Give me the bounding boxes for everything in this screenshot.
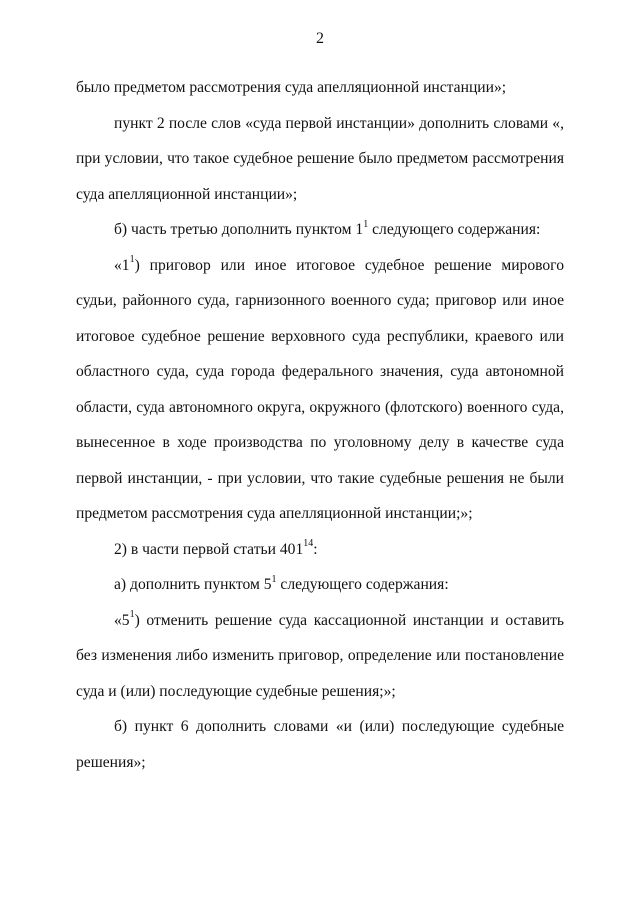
document-body	[76, 70, 564, 780]
paragraph-point-6	[76, 709, 564, 780]
paragraph-text-before: «1	[114, 256, 130, 274]
paragraph-point-5-1	[76, 603, 564, 710]
paragraph-text-after: следующего содержания:	[368, 221, 541, 238]
superscript: 14	[303, 538, 314, 550]
paragraph-text-after: :	[313, 540, 318, 558]
paragraph-article-401-14	[76, 532, 564, 568]
paragraph-text-after: следующего содержания:	[276, 576, 449, 593]
paragraph-continuation	[76, 70, 564, 106]
page-number: 2	[316, 30, 324, 47]
superscript: 1	[363, 218, 369, 230]
superscript: 1	[129, 254, 135, 266]
paragraph-text: б) пункт 6 дополнить словами «и (или) последующие судебные решения»;	[76, 718, 564, 771]
paragraph-point-1-1	[76, 248, 564, 532]
paragraph-text: было предметом рассмотрения суда апелляционной инстанции»;	[76, 79, 507, 96]
paragraph-part-three	[76, 212, 564, 248]
paragraph-add-point-5-1	[76, 567, 564, 603]
paragraph-text-after: ) отменить решение суда кассационной инстанции и оставить без изменения либо изменить приговор, определение или постановление суда и (или) последующие судебные решения;»;	[76, 611, 564, 700]
paragraph-text-before: б) часть третью дополнить пунктом 1	[114, 221, 364, 238]
paragraph-text-after: ) приговор или иное итоговое судебное решение мирового судьи, районного суда, гарнизонного военного суда; приговор или иное итоговое судебное решение верховного суда республики, краевого или областного суда, суда города федерального значения, суда автономной области, суда автономного округа, окружного (флотского) военного суда, вынесенное в ходе производства по уголовному делу в качестве суда первой инстанции, - при условии, что такие судебные решения не были предметом рассмотрения суда апелляционной инстанции;»;	[76, 256, 564, 522]
paragraph-text-before: а) дополнить пунктом 5	[114, 576, 272, 593]
paragraph-text-before: 2) в части первой статьи 401	[114, 540, 304, 558]
superscript: 1	[271, 573, 277, 585]
paragraph-point-2	[76, 106, 564, 213]
paragraph-text-before: «5	[114, 611, 130, 629]
paragraph-text: пункт 2 после слов «суда первой инстанции» дополнить словами «, при условии, что такое судебное решение было предметом рассмотрения суда апелляционной инстанции»;	[76, 114, 564, 203]
superscript: 1	[129, 609, 135, 621]
